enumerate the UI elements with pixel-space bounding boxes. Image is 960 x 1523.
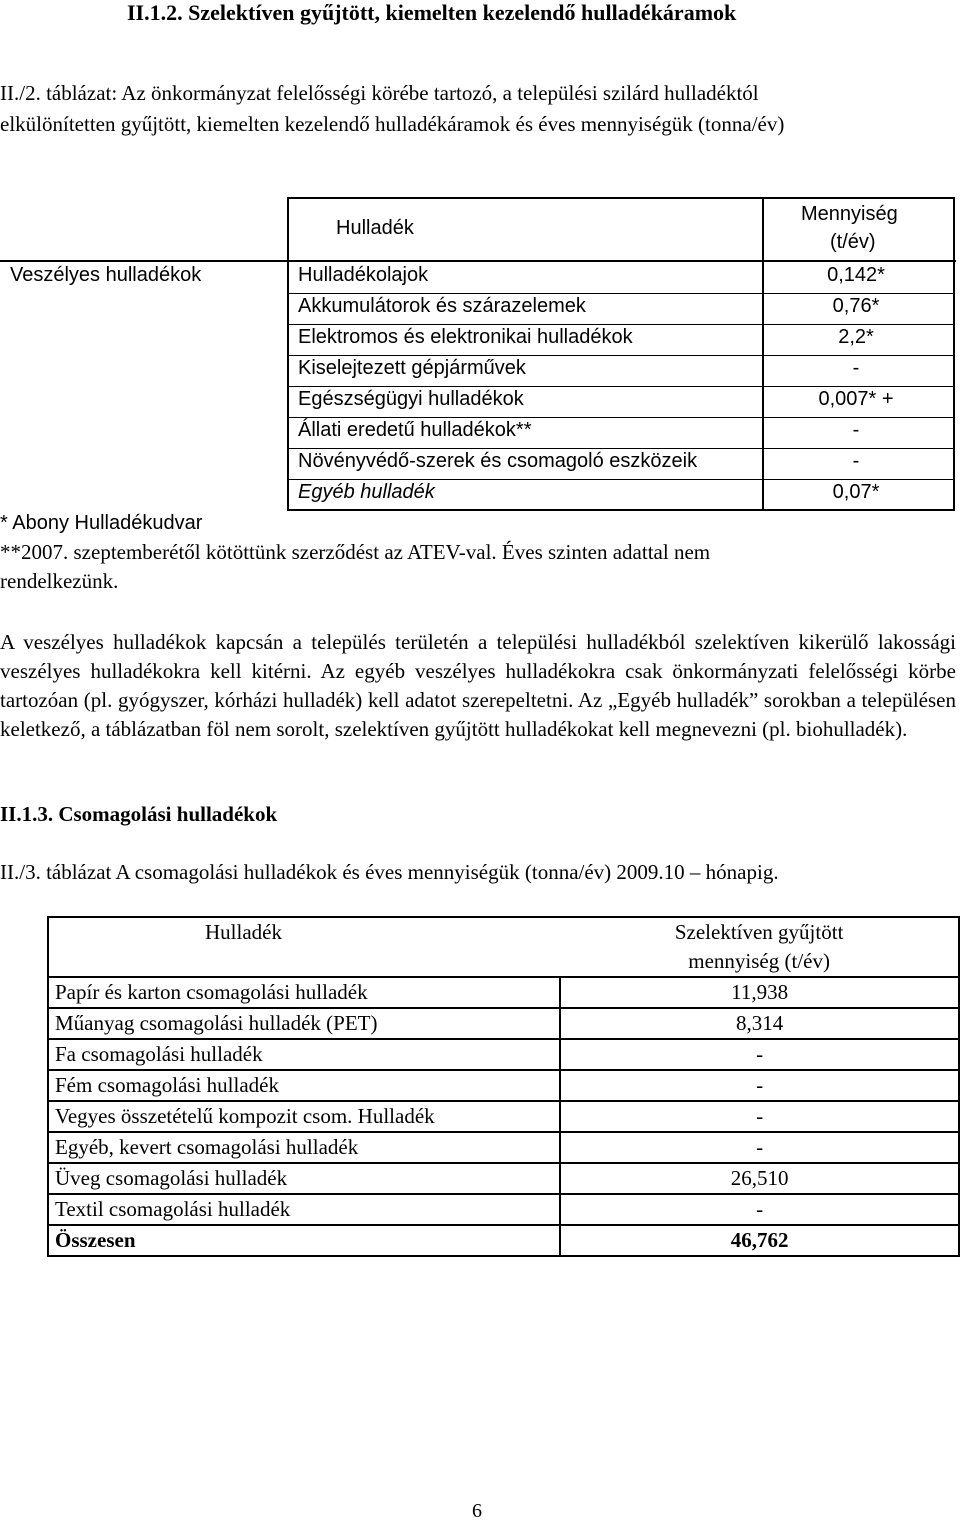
table-row xyxy=(48,1194,959,1225)
category-label: Veszélyes hulladékok xyxy=(10,264,202,286)
row-quantity: - xyxy=(852,450,860,472)
hazardous-waste-table xyxy=(0,197,956,511)
row-waste-name: Kiselejtezett gépjárművek xyxy=(298,357,526,379)
row-quantity: 2,2* xyxy=(838,326,874,348)
header-quantity-line1: Szelektíven gyűjtött xyxy=(674,920,844,944)
footnote: **2007. szeptemberétől kötöttünk szerződést az ATEV-val. Éves szinten adattal nem xyxy=(0,540,711,564)
packaging-waste-table xyxy=(47,916,960,1257)
total-label: Összesen xyxy=(48,1225,560,1256)
table-header-row xyxy=(48,917,959,977)
section-heading: II.1.2. Szelektíven gyűjtött, kiemelten kezelendő hulladékáramok xyxy=(127,0,737,25)
table-row xyxy=(48,1101,959,1132)
total-row xyxy=(48,1225,959,1256)
row-waste-name: Akkumulátorok és szárazelemek xyxy=(298,295,586,317)
row-waste-name: Műanyag csomagolási hulladék (PET) xyxy=(48,1008,560,1039)
header-quantity: Mennyiség xyxy=(801,203,898,225)
row-quantity: 8,314 xyxy=(560,1008,959,1039)
row-quantity: 0,142* xyxy=(827,264,885,286)
table-row xyxy=(48,977,959,1008)
row-quantity: - xyxy=(852,419,860,441)
row-quantity: - xyxy=(560,1070,959,1101)
table-row xyxy=(48,1070,959,1101)
row-waste-name: Egyéb, kevert csomagolási hulladék xyxy=(48,1132,560,1163)
row-waste-name: Textil csomagolási hulladék xyxy=(48,1194,560,1225)
row-waste-name: Elektromos és elektronikai hulladékok xyxy=(298,326,633,348)
page-number: 6 xyxy=(472,1500,482,1522)
row-quantity: 0,007* + xyxy=(818,388,894,410)
table-row xyxy=(48,1132,959,1163)
row-quantity: - xyxy=(560,1039,959,1070)
section-heading: II.1.3. Csomagolási hulladékok xyxy=(0,802,278,826)
row-quantity: 26,510 xyxy=(560,1163,959,1194)
row-quantity: - xyxy=(560,1132,959,1163)
row-waste-name: Egészségügyi hulladékok xyxy=(298,388,524,410)
row-waste-name: Állati eredetű hulladékok** xyxy=(298,419,532,441)
row-quantity: 11,938 xyxy=(560,977,959,1008)
row-quantity: - xyxy=(560,1101,959,1132)
header-quantity xyxy=(560,917,959,977)
footnote: * Abony Hulladékudvar xyxy=(0,512,203,534)
total-value: 46,762 xyxy=(560,1225,959,1256)
row-waste-name: Üveg csomagolási hulladék xyxy=(48,1163,560,1194)
row-quantity: 0,07* xyxy=(832,481,880,503)
table-row xyxy=(48,1008,959,1039)
body-paragraph: A veszélyes hulladékok kapcsán a település területén a települési hulladékból szelektíven kikerülő lakossági veszélyes hulladékokra kell kitérni. Az egyéb veszélyes hulladékokra csak önkormányzati felelősségi körbe tartozóan (pl. gyógyszer, kórházi hulladék) kell adatot szerepeltetni. Az „Egyéb hulladék” sorokban a településen keletkező, a táblázatban föl nem sorolt, szelektíven gyűjtött hulladékokat kell megnevezni (pl. biohulladék). xyxy=(0,630,956,741)
row-quantity: 0,76* xyxy=(832,295,880,317)
table-caption: II./2. táblázat: Az önkormányzat felelősségi körébe tartozó, a települési szilárd hulladéktól xyxy=(0,81,759,105)
header-quantity-unit: (t/év) xyxy=(830,231,876,253)
table-row xyxy=(48,1163,959,1194)
row-waste-name: Vegyes összetételű kompozit csom. Hulladék xyxy=(48,1101,560,1132)
table-row xyxy=(48,1039,959,1070)
row-waste-name: Egyéb hulladék xyxy=(298,481,435,503)
table-caption: II./3. táblázat A csomagolási hulladékok és éves mennyiségük (tonna/év) 2009.10 – hónapig. xyxy=(0,860,779,884)
row-waste-name: Hulladékolajok xyxy=(298,264,429,286)
row-quantity: - xyxy=(852,357,860,379)
header-quantity-line2: mennyiség (t/év) xyxy=(688,949,830,973)
row-quantity: - xyxy=(560,1194,959,1225)
header-waste: Hulladék xyxy=(336,217,414,239)
row-waste-name: Fém csomagolási hulladék xyxy=(48,1070,560,1101)
row-waste-name: Növényvédő-szerek és csomagoló eszközeik xyxy=(298,450,698,472)
row-waste-name: Papír és karton csomagolási hulladék xyxy=(48,977,560,1008)
header-waste: Hulladék xyxy=(48,917,560,977)
row-waste-name: Fa csomagolási hulladék xyxy=(48,1039,560,1070)
footnote-cont: rendelkezünk. xyxy=(0,569,119,593)
table-caption-cont: elkülönítetten gyűjtött, kiemelten kezelendő hulladékáramok és éves mennyiségük (tonna/év) xyxy=(0,112,785,136)
